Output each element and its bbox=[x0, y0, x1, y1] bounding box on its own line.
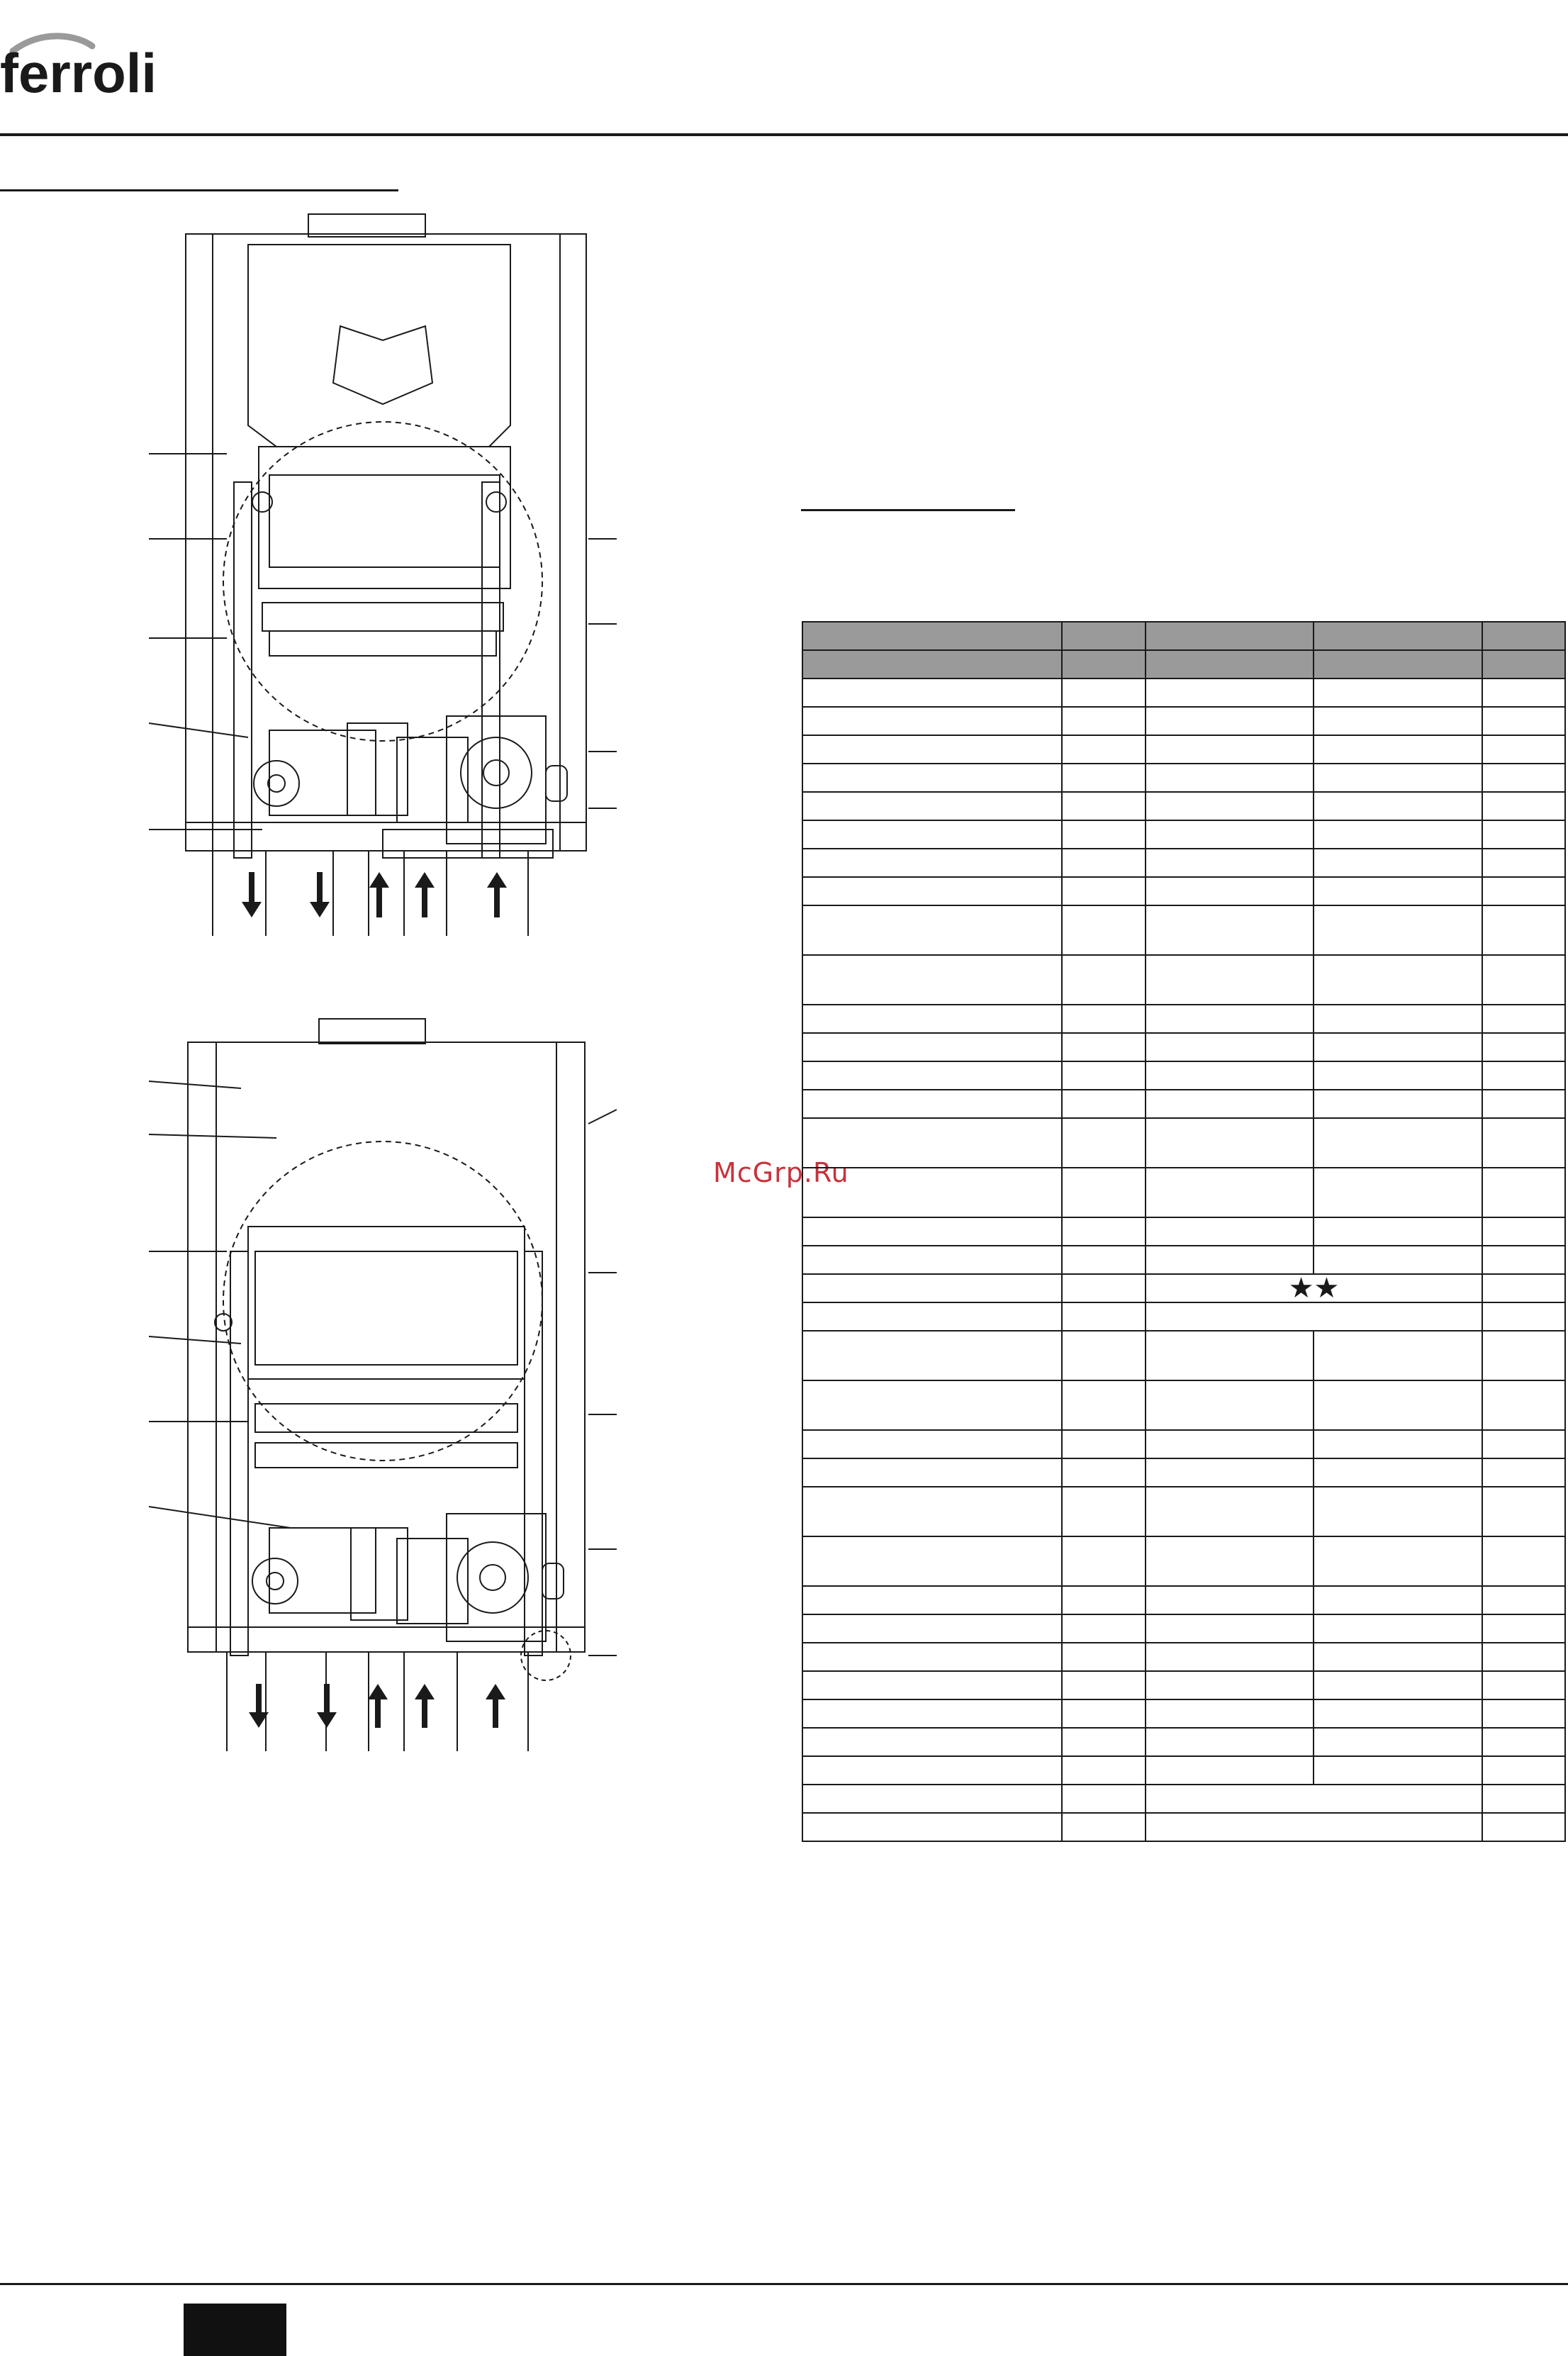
table-row-merged bbox=[802, 1274, 1565, 1302]
table-row bbox=[802, 820, 1565, 849]
table-row bbox=[802, 1168, 1565, 1217]
table-row bbox=[802, 1246, 1565, 1274]
table-row bbox=[802, 955, 1565, 1005]
table-row bbox=[802, 1614, 1565, 1643]
table-row bbox=[802, 1005, 1565, 1033]
page-number-tab bbox=[184, 2304, 286, 2356]
table-row bbox=[802, 1061, 1565, 1090]
watermark-text: McGrp.Ru bbox=[713, 1157, 849, 1188]
table-row bbox=[802, 877, 1565, 905]
boiler-diagram-bottom bbox=[149, 1017, 617, 1755]
footer-rule bbox=[0, 2283, 1568, 2285]
table-row bbox=[802, 707, 1565, 735]
table-row-merged bbox=[802, 1813, 1565, 1841]
brand-name: ferroli bbox=[0, 42, 157, 104]
table-row bbox=[802, 1458, 1565, 1487]
table-row bbox=[802, 1380, 1565, 1430]
table-header-row bbox=[802, 622, 1565, 650]
table-row bbox=[802, 1756, 1565, 1785]
table-row bbox=[802, 1118, 1565, 1168]
table-row bbox=[802, 1586, 1565, 1614]
table-header-row bbox=[802, 650, 1565, 679]
table-row bbox=[802, 679, 1565, 707]
table-row-merged bbox=[802, 1785, 1565, 1813]
section-heading-rule bbox=[0, 189, 398, 191]
table-row bbox=[802, 1643, 1565, 1671]
ferroli-logo bbox=[0, 14, 163, 106]
table-row bbox=[802, 1487, 1565, 1536]
table-row bbox=[802, 764, 1565, 792]
table-row bbox=[802, 1671, 1565, 1699]
table-row bbox=[802, 1090, 1565, 1118]
table-row bbox=[802, 1217, 1565, 1246]
table-row bbox=[802, 1699, 1565, 1728]
table-row bbox=[802, 1033, 1565, 1061]
table-row-merged bbox=[802, 1302, 1565, 1331]
header-rule bbox=[0, 133, 1568, 136]
table-row bbox=[802, 1430, 1565, 1458]
spec-table bbox=[802, 621, 1566, 1842]
table-heading-rule bbox=[801, 509, 1015, 511]
star-marker: ★★ bbox=[1146, 1274, 1482, 1302]
table-row bbox=[802, 792, 1565, 820]
table-row bbox=[802, 1331, 1565, 1380]
table-row bbox=[802, 1536, 1565, 1586]
table-row bbox=[802, 849, 1565, 877]
table-row bbox=[802, 905, 1565, 955]
table-row bbox=[802, 735, 1565, 764]
boiler-diagram-top bbox=[149, 213, 617, 943]
table-row bbox=[802, 1728, 1565, 1756]
